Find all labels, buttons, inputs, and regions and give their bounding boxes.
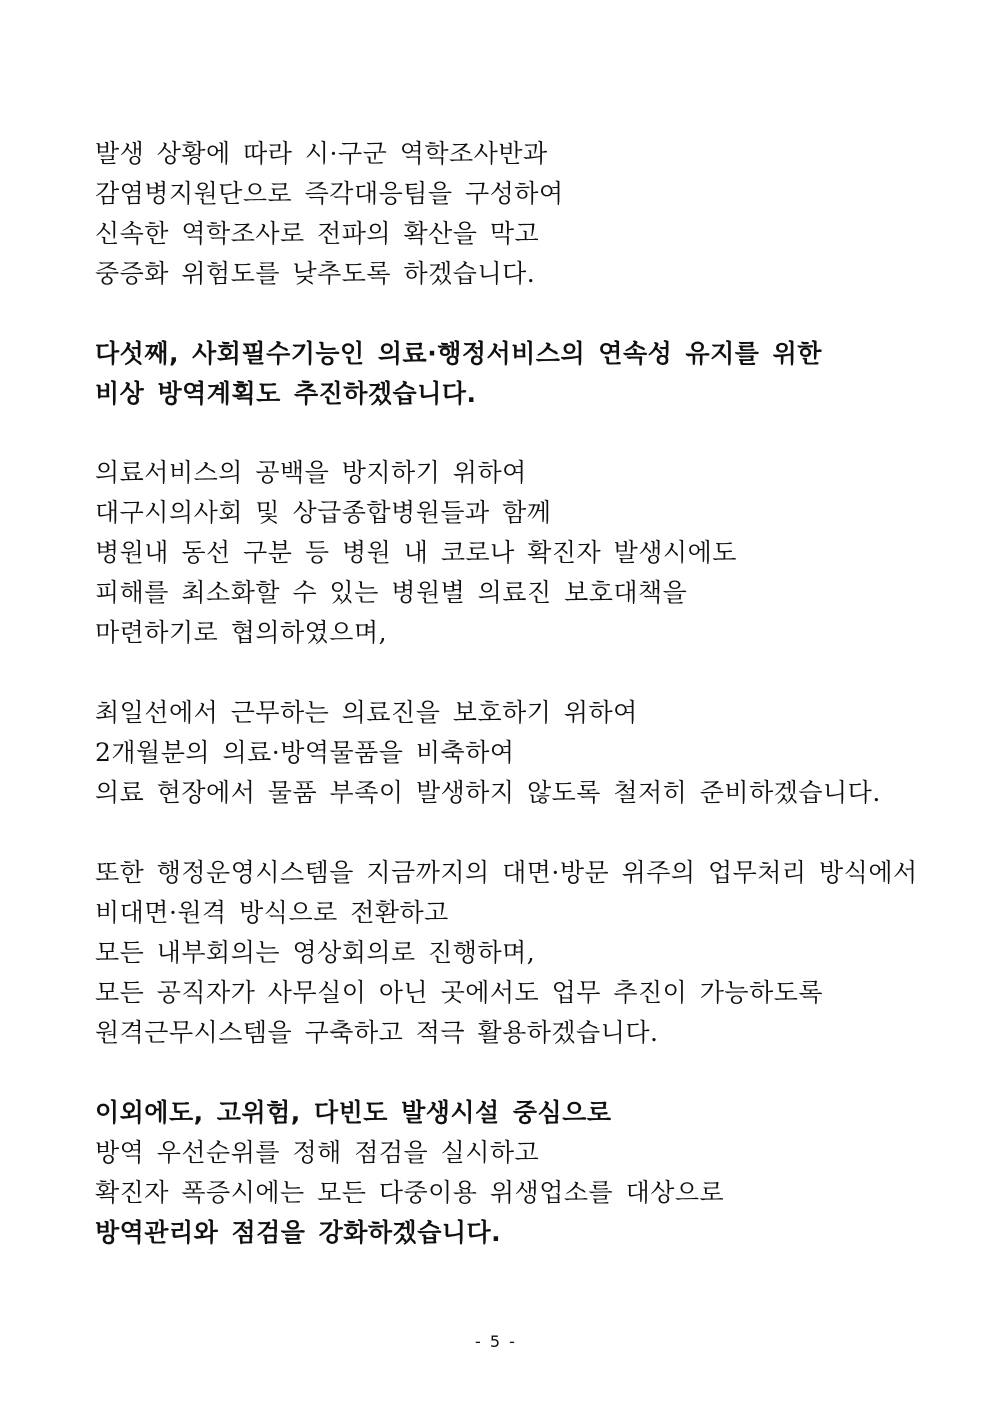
- section-heading-line: 비상 방역계획도 추진하겠습니다.: [95, 379, 477, 408]
- text-line: 대구시의사회 및 상급종합병원들과 함께: [95, 498, 552, 527]
- text-line: 병원내 동선 구분 등 병원 내 코로나 확진자 발생시에도: [95, 538, 737, 567]
- text-line: 의료서비스의 공백을 방지하기 위하여: [95, 458, 527, 487]
- text-line: 원격근무시스템을 구축하고 적극 활용하겠습니다.: [95, 1018, 659, 1047]
- text-line: 의료 현장에서 물품 부족이 발생하지 않도록 철저히 준비하겠습니다.: [95, 778, 881, 807]
- text-line: 확진자 폭증시에는 모든 다중이용 위생업소를 대상으로: [95, 1178, 725, 1207]
- text-line: 최일선에서 근무하는 의료진을 보호하기 위하여: [95, 698, 638, 727]
- text-line: 중증화 위험도를 낮추도록 하겠습니다.: [95, 259, 536, 288]
- text-line: 모든 공직자가 사무실이 아닌 곳에서도 업무 추진이 가능하도록: [95, 978, 824, 1007]
- text-line: 감염병지원단으로 즉각대응팀을 구성하여: [95, 179, 564, 208]
- text-line: 신속한 역학조사로 전파의 확산을 막고: [95, 219, 540, 248]
- text-line: 방역 우선순위를 정해 점검을 실시하고: [95, 1138, 540, 1167]
- text-line: 발생 상황에 따라 시·구군 역학조사반과: [95, 139, 548, 168]
- text-line: 모든 내부회의는 영상회의로 진행하며,: [95, 938, 536, 967]
- text-line: 피해를 최소화할 수 있는 병원별 의료진 보호대책을: [95, 578, 688, 607]
- section-heading-line: 방역관리와 점검을 강화하겠습니다.: [95, 1218, 502, 1247]
- section-heading-line: 다섯째, 사회필수기능인 의료·행정서비스의 연속성 유지를 위한: [95, 339, 822, 368]
- section-heading-line: 이외에도, 고위험, 다빈도 발생시설 중심으로: [95, 1098, 612, 1127]
- text-line: 마련하기로 협의하였으며,: [95, 618, 388, 647]
- text-line: 비대면·원격 방식으로 전환하고: [95, 898, 449, 927]
- text-line: 또한 행정운영시스템을 지금까지의 대면·방문 위주의 업무처리 방식에서: [95, 858, 918, 887]
- text-line: 2개월분의 의료·방역물품을 비축하여: [95, 738, 515, 767]
- page-number: - 5 -: [475, 1332, 517, 1351]
